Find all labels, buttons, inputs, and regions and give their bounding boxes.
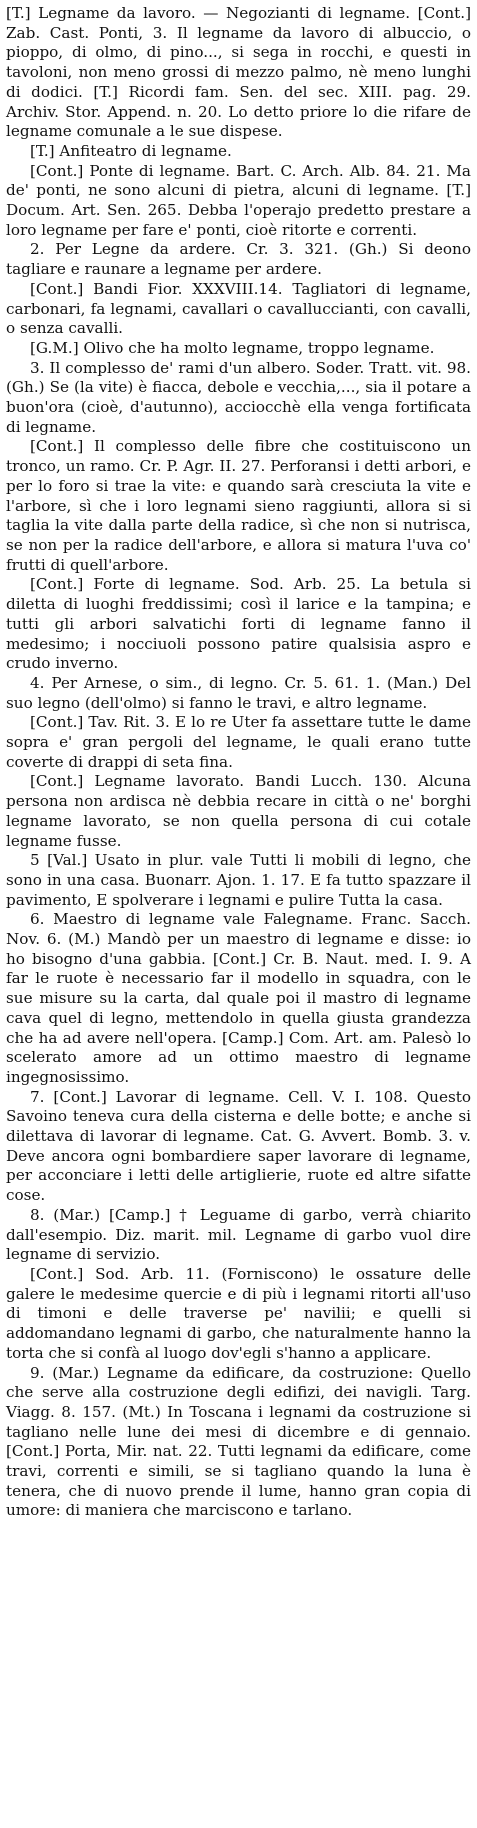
entry-arnese-di-legno: 4. Per Arnese, o sim., di legno. Cr. 5. 61. 1. (Man.) Del suo legno (dell'olmo) si fanno le travi, e altro legname. — [6, 673, 471, 712]
dictionary-page — [6, 4, 471, 1824]
entry-bandi-fior: [Cont.] Bandi Fior. XXXVIII.14. Tagliatori di legname, carbonari, fa legnami, cavallari o cavalluccianti, con cavalli, o senza cavalli. — [6, 279, 471, 338]
entry-olivo: [G.M.] Olivo che ha molto legname, troppo legname. — [30, 338, 435, 357]
entry-complesso-rami: 3. Il complesso de' rami d'un albero. Soder. Tratt. vit. 98. (Gh.) Se (la vite) è fiacca, debole e vecchia,..., sia il potare a buon'ora (cioè, d'autunno), acciocchè ella venga fortificata di legname. — [6, 358, 471, 436]
entry-legname-da-edificare: 9. (Mar.) Legname da edificare, da costruzione: Quello che serve alla costruzione degli edifizi, dei navigli. Targ. Viagg. 8. 157. (Mt.) In Toscana i legnami da costruzione si tagliano nelle lune dei mesi di dicembre e di gennaio. [Cont.] Porta, Mir. nat. 22. Tutti legnami da edificare, come travi, correnti e simili, se si tagliano quando la luna è tenera, che di nuovo prende il lume, hanno gran copia di umore: di maniera che marciscono e tarlano. — [6, 1363, 471, 1520]
entry-usato-in-plur: 5 [Val.] Usato in plur. vale Tutti li mobili di legno, che sono in una casa. Buonarr. Ajon. 1. 17. E fa tutto spazzare il pavimento, E spolverare i legnami e pulire Tutta la casa. — [6, 851, 471, 909]
entry-legname-lavorato: [Cont.] Legname lavorato. Bandi Lucch. 130. Alcuna persona non ardisca nè debbia recare in città o ne' borghi legname lavorato, se non quella persona di cui cotale legname fusse. — [6, 772, 471, 850]
entry-complesso-fibre: [Cont.] Il complesso delle fibre che costituiscono un tronco, un ramo. Cr. P. Agr. II. 27. Perforansi i detti arbori, e per lo foro si trae la vite: e quando sarà cresciuta la vite e l'arbore, sì che i loro legnami sieno raggiunti, allora si si taglia la vite dalla parte della radice, sì che non si nutrisca, se non per la radice dell'arbore, e allora si matura l'uva co' frutti di quell'arbore. — [6, 437, 471, 574]
entry-lavorar-di-legname: 7. [Cont.] Lavorar di legname. Cell. V. I. 108. Questo Savoino teneva cura della cisterna e delle botte; e anche si dilettava di lavorar di legname. Cat. G. Avvert. Bomb. 3. v. Deve ancora ogni bombardiere saper lavorare di legname, per acconciare i letti delle artiglierie, ruote ed altre sifatte cose. — [6, 1087, 471, 1205]
entry-legne-da-ardere: 2. Per Legne da ardere. Cr. 3. 321. (Gh.) Si deono tagliare e raunare a legname per ardere. — [6, 240, 471, 279]
entry-forte-di-legname: [Cont.] Forte di legname. Sod. Arb. 25. La betula si diletta di luoghi freddissimi; così il larice e la tampina; e tutti gli arbori salvatichi forti di legname fanno il medesimo; i nocciuoli possono patire qualsisia aspro e crudo inverno. — [6, 575, 471, 673]
entry-anfiteatro: [T.] Anfiteatro di legname. — [30, 141, 232, 160]
entry-legname-di-garbo: 8. (Mar.) [Camp.] † Leguame di garbo, verrà chiarito dall'esempio. Diz. marit. mil. Legname di garbo vuol dire legname di servizio. — [6, 1205, 471, 1264]
entry-ponte-di-legname: [Cont.] Ponte di legname. Bart. C. Arch. Alb. 84. 21. Ma de' ponti, ne sono alcuni di pietra, alcuni di legname. [T.] Docum. Art. Sen. 265. Debba l'operajo predetto prestare a loro legname per fare e' ponti, cioè ritorte e correnti. — [6, 161, 471, 239]
entry-legname-da-lavoro: [T.] Legname da lavoro. — Negozianti di legname. [Cont.] Zab. Cast. Ponti, 3. Il legname da lavoro di albuccio, o pioppo, di olmo, di pino..., si sega in rocchi, e questi in tavoloni, non meno grossi di mezzo palmo, nè meno lunghi di dodici. [T.] Ricordi fam. Sen. del sec. XIII. pag. 29. Archiv. Stor. Append. n. 20. Lo detto priore lo die rifare de legname comunale a le sue dispese. — [6, 4, 471, 141]
entry-sod-arb: [Cont.] Sod. Arb. 11. (Forniscono) le ossature delle galere le medesime quercie e di più i legnami ritorti all'uso di timoni e delle traverse pe' navilii; e quelli si addomandano legnami di garbo, che naturalmente hanno la torta che si confà al luogo dov'egli s'hanno a applicare. — [6, 1265, 471, 1362]
entry-maestro-di-legname: 6. Maestro di legname vale Falegname. Franc. Sacch. Nov. 6. (M.) Mandò per un maestro di legname e disse: io ho bisogno d'una gabbia. [Cont.] Cr. B. Naut. med. I. 9. A far le ruote è necessario far il modello in squadra, con le sue misure su la carta, dal quale poi il mastro di legname cava quel di legno, mettendolo in quella giusta grandezza che ha ad avere nell'opera. [Camp.] Com. Art. am. Palesò lo scelerato amore ad un ottimo maestro di legname ingegnosissimo. — [6, 910, 471, 1086]
entry-tav-rit: [Cont.] Tav. Rit. 3. E lo re Uter fa assettare tutte le dame sopra e' gran pergoli del legname, le quali erano tutte coverte di drappi di seta fina. — [6, 713, 471, 771]
